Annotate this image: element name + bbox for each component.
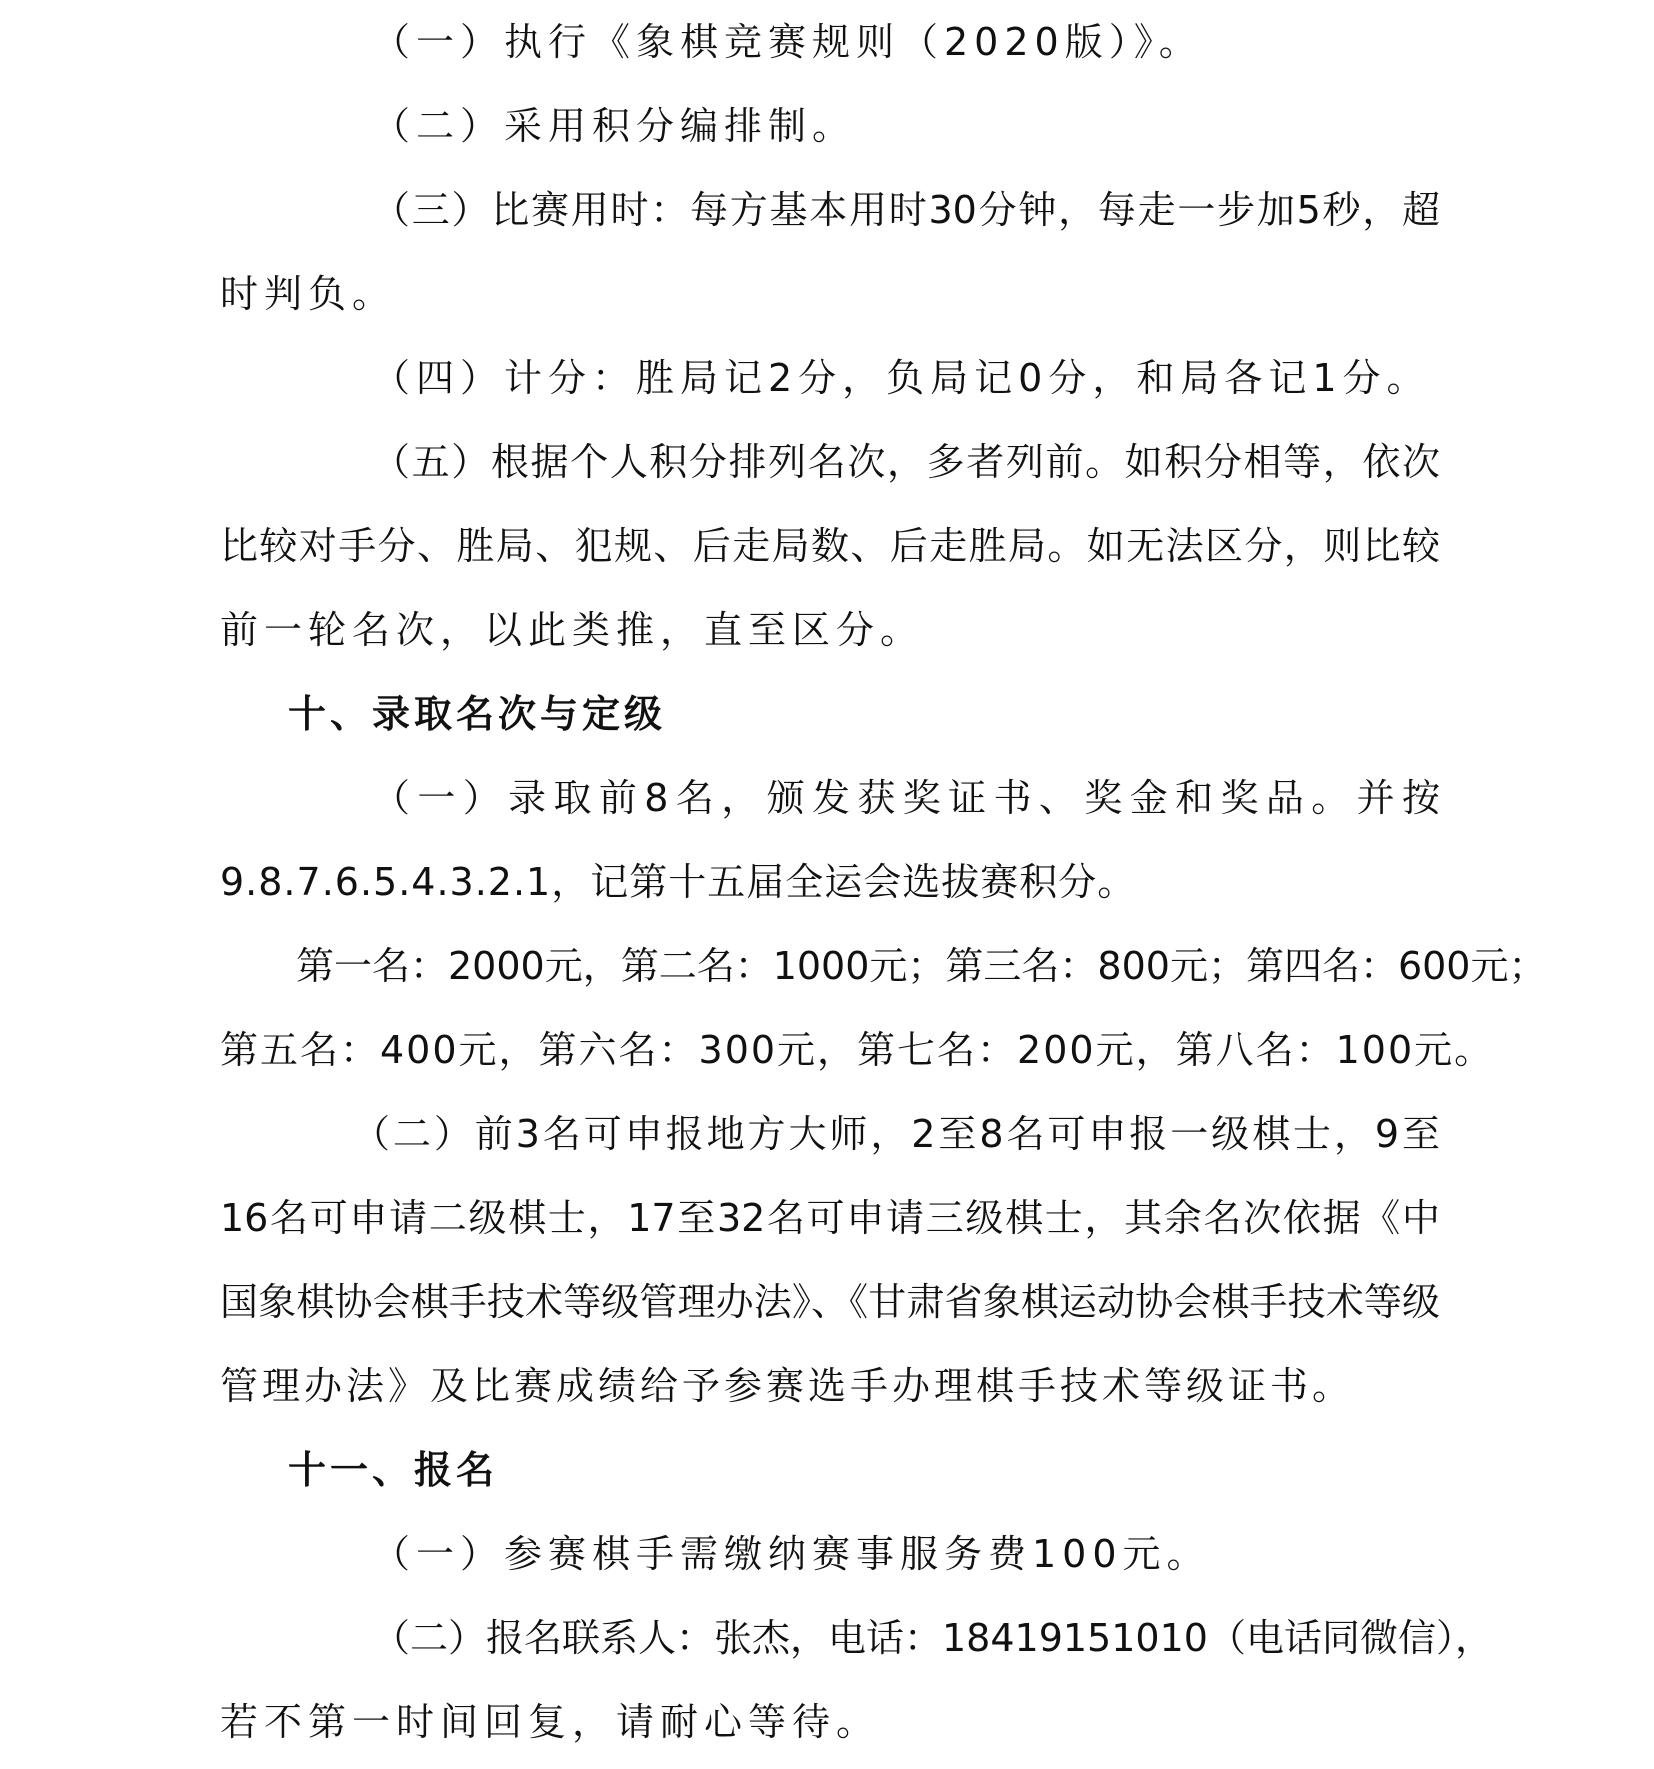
paragraph-award-1-line-2: 9.8.7.6.5.4.3.2.1，记第十五届全运会选拔赛积分。 — [220, 860, 1137, 904]
paragraph-award-2-line-1: （二）前3名可申报地方大师，2至8名可申报一级棋士，9至 — [352, 1112, 1440, 1156]
paragraph-registration-2-line-2: 若不第一时间回复，请耐心等待。 — [220, 1700, 881, 1744]
paragraph-registration-1: （一）参赛棋手需缴纳赛事服务费100元。 — [372, 1532, 1211, 1576]
paragraph-award-1-line-1: （一）录取前8名，颁发获奖证书、奖金和奖品。并按 — [372, 776, 1440, 820]
paragraph-registration-2-line-1: （二）报名联系人：张杰，电话：18419151010（电话同微信）， — [372, 1616, 1493, 1660]
paragraph-rule-5-line-1: （五）根据个人积分排列名次，多者列前。如积分相等，依次 — [372, 440, 1440, 484]
paragraph-award-2-line-3: 国象棋协会棋手技术等级管理办法》、《甘肃省象棋运动协会棋手技术等级 — [220, 1280, 1440, 1324]
paragraph-rule-5-line-2: 比较对手分、胜局、犯规、后走局数、后走胜局。如无法区分，则比较 — [220, 524, 1440, 568]
paragraph-award-2-line-2: 16名可申请二级棋士，17至32名可申请三级棋士，其余名次依据《中 — [220, 1196, 1440, 1240]
paragraph-rule-4: （四）计分：胜局记2分，负局记0分，和局各记1分。 — [372, 356, 1431, 400]
paragraph-rule-1: （一）执行《象棋竞赛规则（2020版）》。 — [372, 20, 1203, 64]
paragraph-rule-3-line-2: 时判负。 — [220, 272, 397, 316]
paragraph-rule-2: （二）采用积分编排制。 — [372, 104, 857, 148]
paragraph-prize-line-1: 第一名：2000元，第二名：1000元；第三名：800元；第四名：600元； — [296, 944, 1547, 988]
paragraph-award-2-line-4: 管理办法》及比赛成绩给予参赛选手办理棋手技术等级证书。 — [220, 1364, 1355, 1408]
paragraph-prize-line-2: 第五名：400元，第六名：300元，第七名：200元，第八名：100元。 — [220, 1028, 1495, 1072]
section-heading-ranking: 十、录取名次与定级 — [288, 692, 667, 736]
paragraph-rule-3-line-1: （三）比赛用时：每方基本用时30分钟，每走一步加5秒，超 — [372, 188, 1440, 232]
paragraph-rule-5-line-3: 前一轮名次，以此类推，直至区分。 — [220, 608, 925, 652]
section-heading-registration: 十一、报名 — [288, 1448, 499, 1492]
